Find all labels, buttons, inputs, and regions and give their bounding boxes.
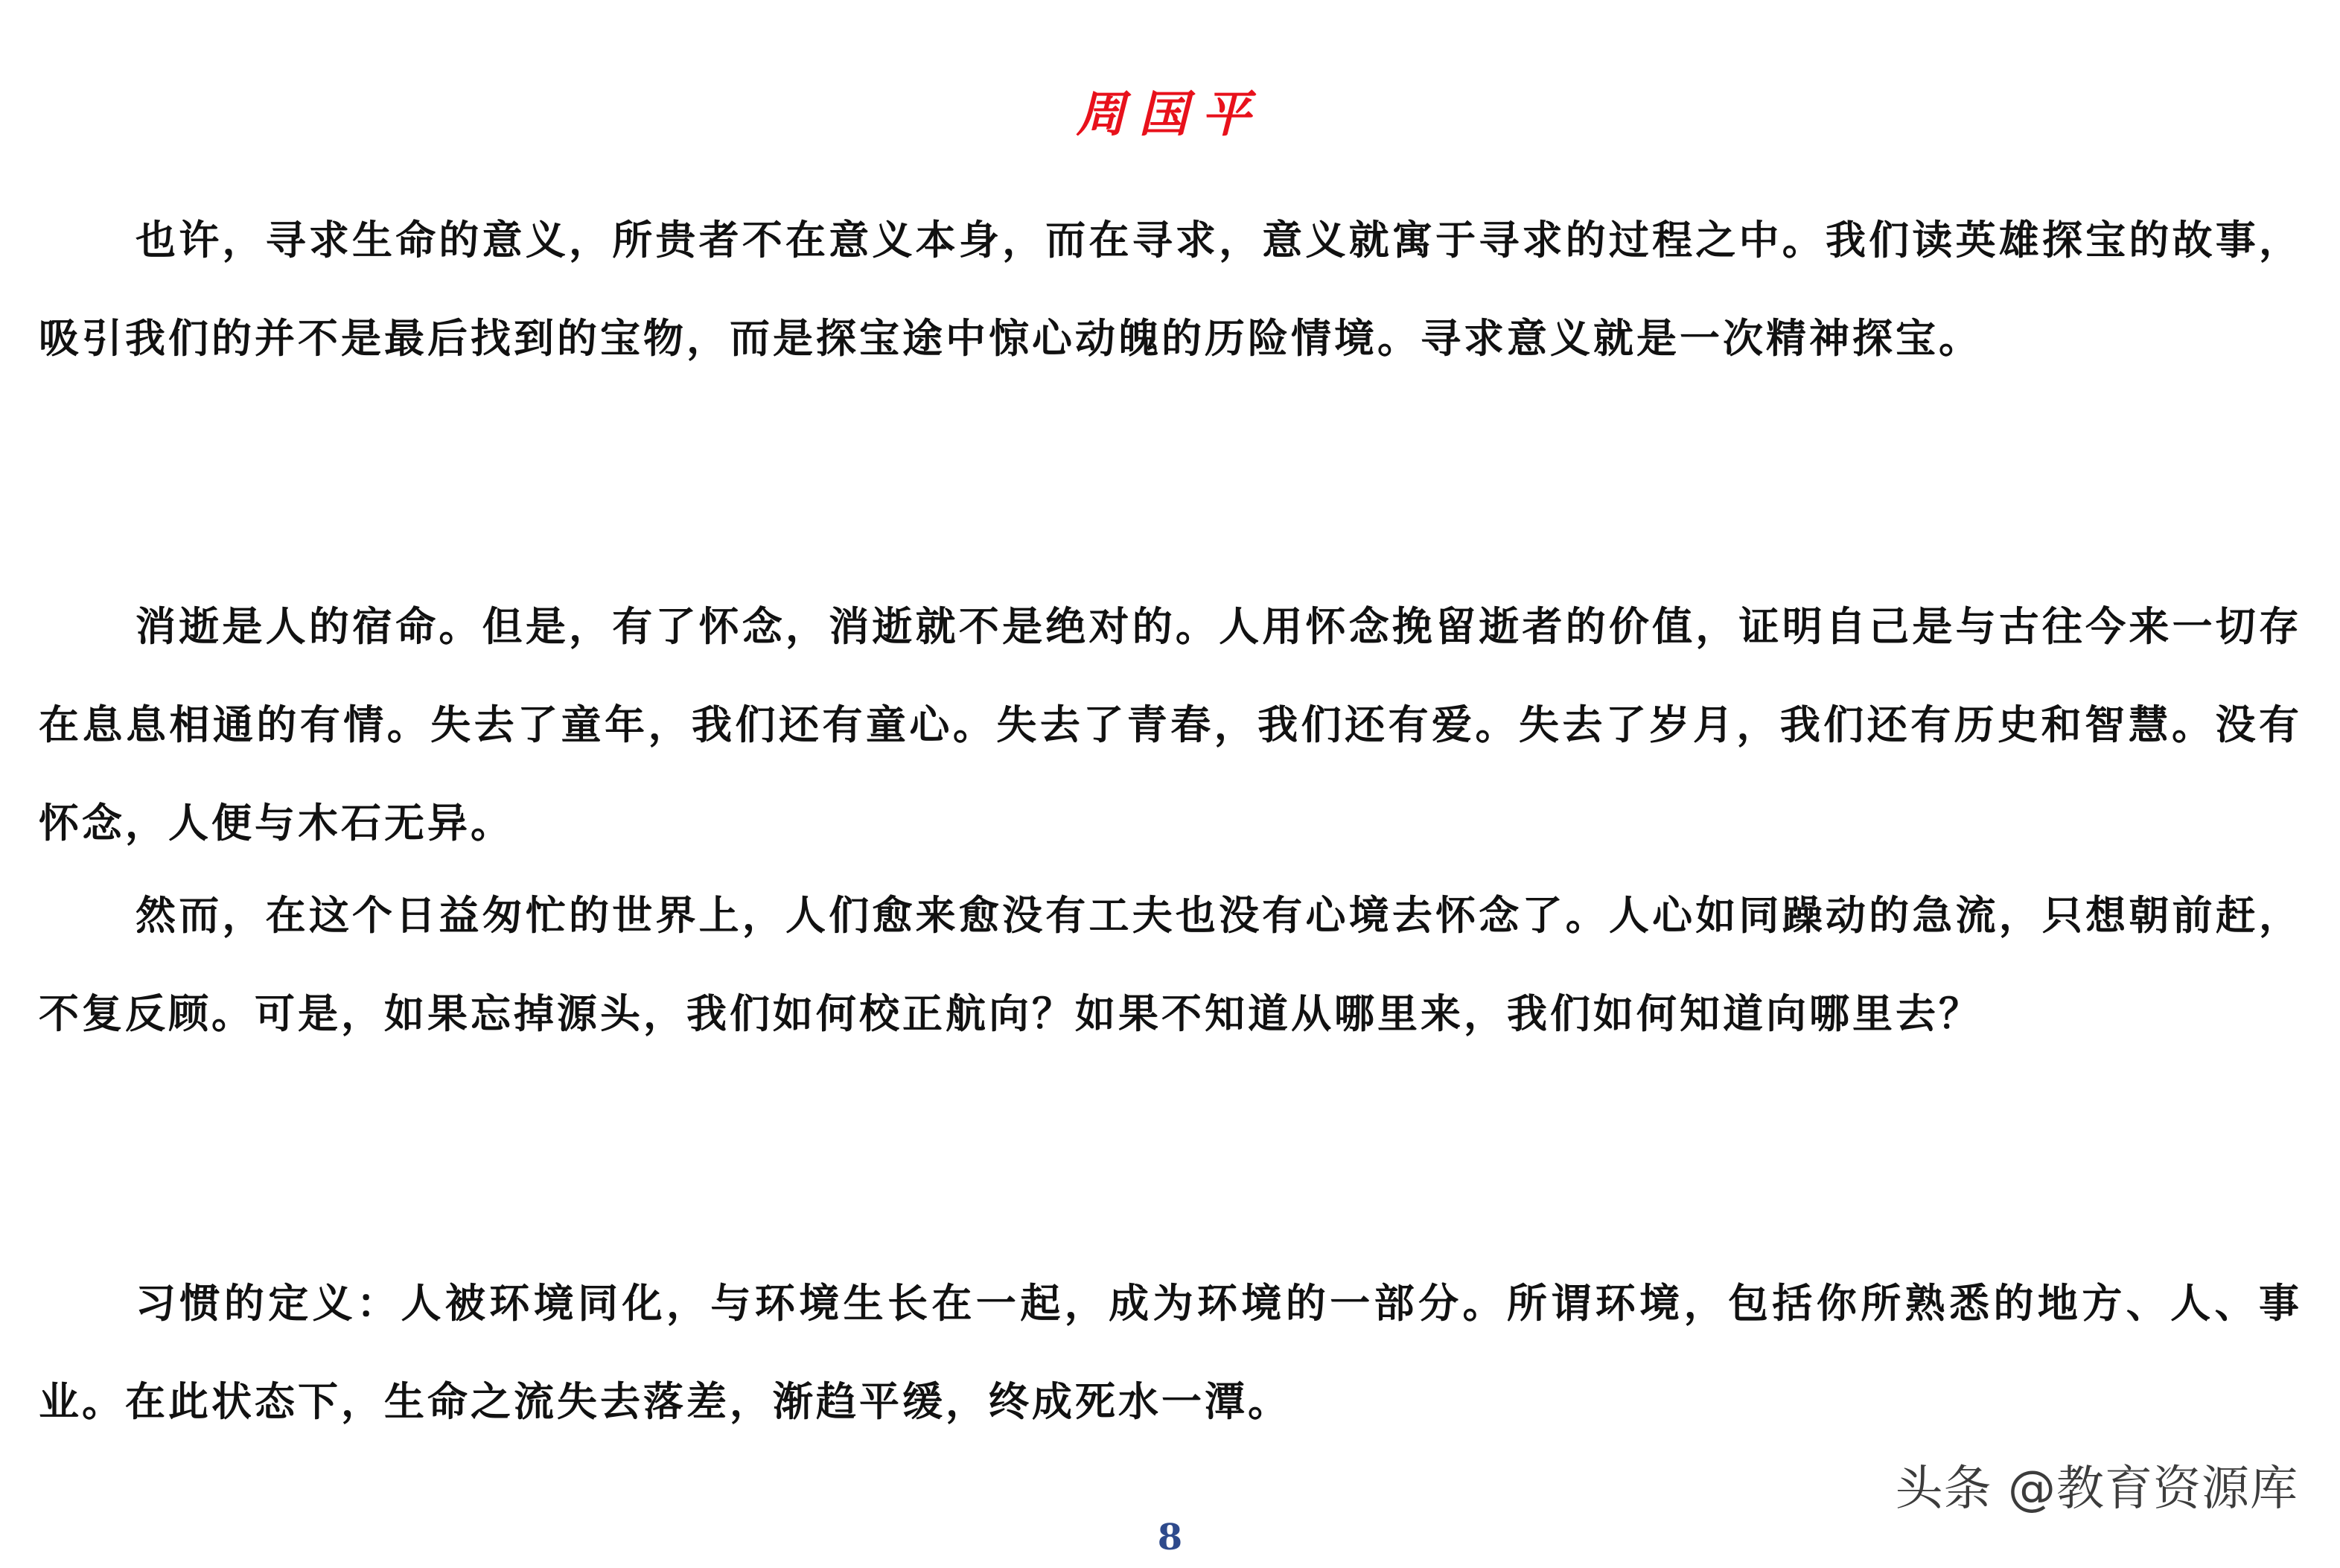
- paragraph-4: 习惯的定义：人被环境同化，与环境生长在一起，成为环境的一部分。所谓环境，包括你所熟悉的地方、人、事业。在此状态下，生命之流失去落差，渐趋平缓，终成死水一潭。: [39, 1279, 2302, 1425]
- paragraph-2: 消逝是人的宿命。但是，有了怀念，消逝就不是绝对的。人用怀念挽留逝者的价值，证明自己是与古往今来一切存在息息相通的有情。失去了童年，我们还有童心。失去了青春，我们还有爱。失去了岁月，我们还有历史和智慧。没有怀念，人便与木石无异。: [39, 602, 2302, 847]
- page-number: 8: [1157, 1517, 1183, 1558]
- source-watermark: 头条 @教育资源库: [1895, 1462, 2298, 1517]
- document-title: 周国平: [1076, 85, 1264, 143]
- paragraph-1: 也许，寻求生命的意义，所贵者不在意义本身，而在寻求，意义就寓于寻求的过程之中。我们读英雄探宝的故事，吸引我们的并不是最后找到的宝物，而是探宝途中惊心动魄的历险情境。寻求意义就是一次精神探宝。: [39, 216, 2302, 362]
- paragraph-3: 然而，在这个日益匆忙的世界上，人们愈来愈没有工夫也没有心境去怀念了。人心如同躁动的急流，只想朝前赶，不复反顾。可是，如果忘掉源头，我们如何校正航向？如果不知道从哪里来，我们如何知道向哪里去？: [39, 891, 2302, 1037]
